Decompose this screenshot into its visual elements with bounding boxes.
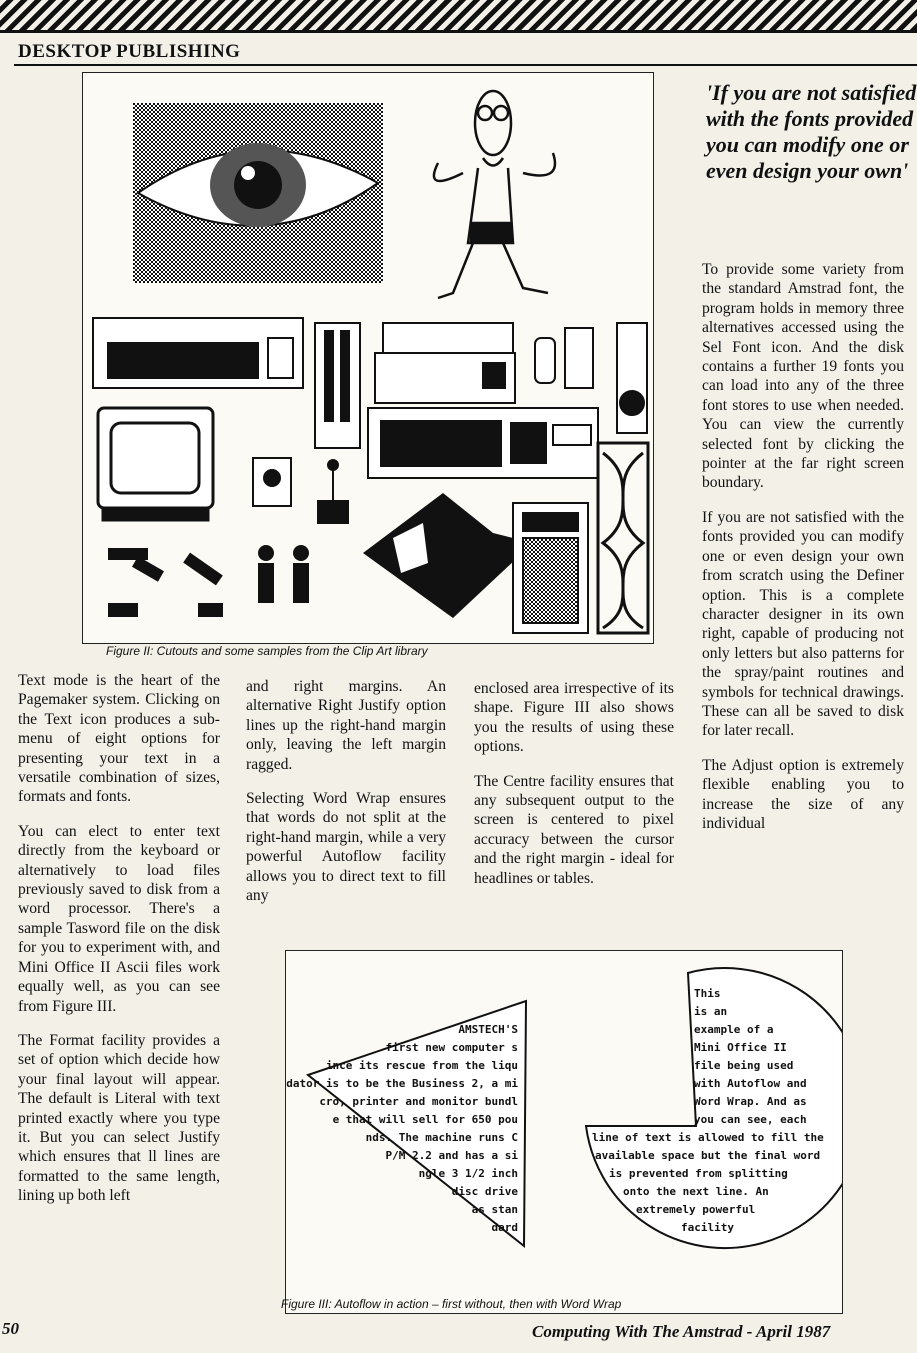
triangle-line: cro, printer and monitor bundl (319, 1095, 518, 1108)
paragraph: To provide some variety from the standard Amstrad font, the program holds in memory three alternatives accessed using the Sel Font icon. And the disk contains a further 19 fonts you can load into any of the three font stores to use when needed. You can view the currently selected font by clicking the pointer at the far right screen boundary. (702, 261, 904, 492)
triangle-line: nds. The machine runs C (365, 1131, 518, 1144)
circle-line: file being used (694, 1059, 794, 1072)
paragraph: The Adjust option is extremely flexible enabling you to increase the size of any individual (702, 756, 904, 832)
paragraph: Selecting Word Wrap ensures that words do not split at the right-hand margin, while a very powerful Autoflow facility allows you to direct text to fill any (246, 790, 446, 905)
column-1 (18, 671, 220, 1221)
triangle-line: P/M 2.2 and has a si (385, 1149, 518, 1162)
circle-line: Mini Office II (694, 1041, 787, 1054)
figure-3-autoflow (285, 950, 843, 1314)
paragraph: You can elect to enter text directly from the keyboard or alternatively to load files previously saved to disk from a word processor. There's a sample Tasword file on the disk for you to experiment with, and Mini Office II Ascii files work equally well, as you can see from Figure III. (18, 822, 220, 1015)
column-2 (246, 677, 446, 920)
circle-line: This (694, 987, 721, 1000)
triangle-line: AMSTECH'S (458, 1023, 518, 1036)
triangle-line: ngle 3 1/2 inch (418, 1167, 518, 1180)
figure-3-caption: Figure III: Autoflow in action – first without, then with Word Wrap (281, 1297, 622, 1311)
triangle-line: dard (491, 1221, 518, 1234)
disk-drive-clip-art (315, 323, 360, 448)
printer-clip-art (375, 323, 515, 403)
clip-art-illustrations (83, 73, 653, 643)
paragraph: The Centre facility ensures that any subsequent output to the screen is centered to pixel accuracy between the cursor and the right margin - ideal for headlines or tables. (474, 772, 674, 887)
autoflow-diagram (286, 951, 842, 1313)
publication-footer: Computing With The Amstrad - April 1987 (532, 1322, 831, 1341)
circle-line: onto the next line. An (623, 1185, 769, 1198)
triangle-line: e that will sell for 650 pou (332, 1113, 518, 1126)
paragraph: Text mode is the heart of the Pagemaker system. Clicking on the Text icon produces a sub-menu of eight options for presenting your text in a versatile combination of sizes, formats and fonts. (18, 672, 220, 806)
celtic-border-clip-art (598, 443, 648, 633)
computer-keyboard-clip-art (93, 318, 303, 388)
triangle-line: ince its rescue from the liqu (325, 1059, 518, 1072)
section-header: DESKTOP PUBLISHING (18, 41, 241, 62)
figure-2-clip-art (82, 72, 654, 644)
triangle-line: dator is to be the Business 2, a mi (286, 1077, 518, 1090)
circle-line: is an (694, 1005, 728, 1018)
people-icons-clip-art (108, 545, 309, 617)
circle-line: is prevented from splitting (609, 1167, 788, 1180)
circle-line: with Autoflow and (694, 1077, 807, 1090)
keyboard-clip-art (368, 408, 598, 478)
calculator-clip-art (513, 503, 588, 633)
paragraph: The Format facility provides a set of option which decide how your final layout will appear. The default is Literal with text printed exactly where you type it. But you can select Justify which ensures that ll lines are formatted to the same length, lining up both left (18, 1031, 220, 1205)
triangle-line: first new computer s (385, 1041, 518, 1054)
paragraph: If you are not satisfied with the fonts provided you can modify one or even design your own from scratch using the Definer option. This is a complete character designer in its own right, capable of producing not only letters but also patterns for the spray/paint routines and symbols for technical drawings. These can all be saved to disk for later recall. (702, 508, 904, 740)
pull-quote: 'If you are not satisfied with the fonts provided you can modify one or even design your own' (706, 80, 917, 183)
header-rule-bottom (14, 64, 917, 66)
column-4 (702, 260, 904, 848)
top-stripe-border (0, 0, 917, 30)
monitor-clip-art (98, 408, 213, 520)
circle-line: you can see, each (694, 1113, 807, 1126)
paragraph: enclosed area irrespective of its shape. Figure III also shows you the results of using these options. (474, 680, 674, 756)
figure-2-caption: Figure II: Cutouts and some samples from the Clip Art library (106, 644, 428, 658)
eye-clip-art (133, 103, 383, 283)
circle-line: example of a (694, 1023, 774, 1036)
column-3 (474, 679, 674, 903)
triangle-line: as stan (471, 1203, 518, 1216)
floppy-and-joystick-clip-art (253, 458, 348, 523)
circle-line: facility (681, 1221, 734, 1234)
paragraph: and right margins. An alternative Right Justify option lines up the right-hand margin only, leaving the left margin ragged. (246, 678, 446, 773)
triangle-line: disc drive (451, 1185, 518, 1198)
circle-line: line of text is allowed to fill the (592, 1131, 824, 1144)
circle-line: available space but the final word (595, 1149, 821, 1162)
cartoon-character-clip-art (434, 91, 555, 298)
house-clip-art (363, 493, 533, 618)
page-number: 50 (2, 1319, 19, 1338)
circle-line: Word Wrap. And as (694, 1095, 807, 1108)
header-rule-top (0, 30, 917, 33)
circle-line: extremely powerful (636, 1203, 756, 1216)
